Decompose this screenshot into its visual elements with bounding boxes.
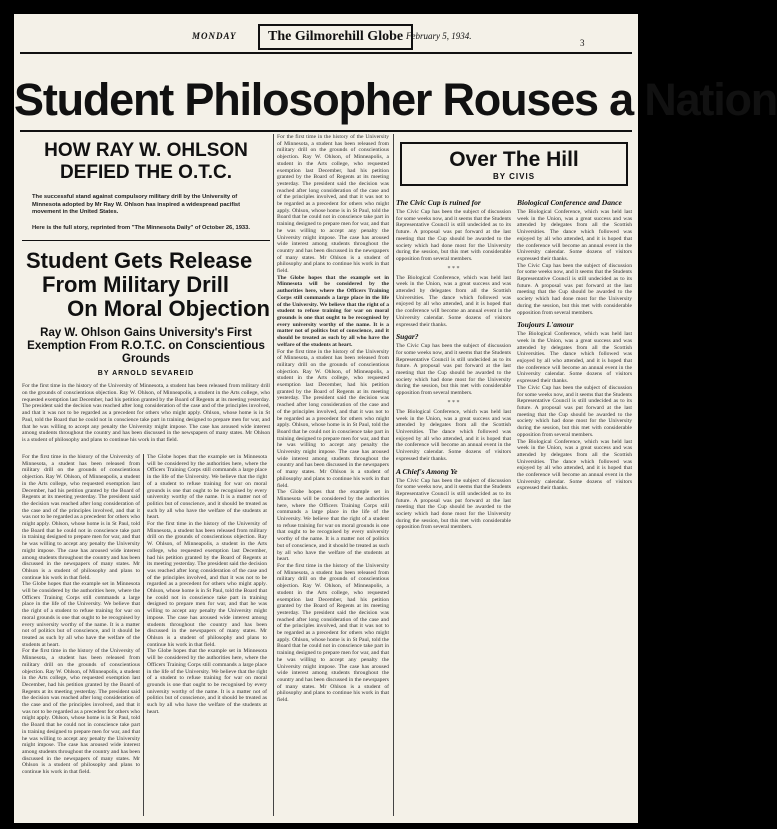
- story2-headline: [22, 249, 270, 321]
- middle-col-text-bold: The Globe hopes that the example set in Minnesota will be considered by the authorities here, where the Officers Training Corps still commands a large place in the life of the University. We believe that the right of a student to refuse training for war on moral grounds is one that ought to be recognised by every university worthy of the name. It is a matter not of politics but of conscience, and it should be treated as such by all who have the welfare of the students at heart.: [277, 274, 389, 348]
- subhead-biological-conference: Biological Conference and Dance: [517, 198, 622, 207]
- story2-body-col2-text: The Globe hopes that the example set in Minnesota will be considered by the authorities here, where the Officers Training Corps still commands a large place in the life of the University. We believe that the right of a student to refuse training for war on moral grounds is one that ought to be recognised by every university worthy of the name. It is a matter not of politics but of conscience, and it should be treated as such by all who have the welfare of the students at heart.: [147, 454, 267, 521]
- newspaper-page: [14, 14, 777, 823]
- middle-col-text4: For the first time in the history of the University of Minnesota, a student has been released from military drill on the grounds of conscientious objection. Ray W. Ohlson, of Minneapolis, a student in the Arts college, who requested exemption last December, had his petition granted by the Board of Regents at its meeting yesterday. The president said the decision was reached after long consideration of the case and of the principles involved, and that it was not to be regarded as a precedent for others who might apply. Ohlson, whose home is in St Paul, told the Board that he could not in conscience take part in training designed to prepare men for war, and that he was willing to accept any penalty the University might impose. The case has aroused wide interest among students throughout the country and has been discussed in the newspapers of many states. Mr Ohlson is a student of philosophy and plans to continue his work in that field.: [277, 563, 389, 704]
- story2-headline-line3: On Moral Objection: [67, 296, 270, 322]
- civic-cup-text: The Civic Cup has been the subject of discussion for some weeks now, and it seems that the Students Representative Council is still undecided as to its future. A proposal was put forward at the last meeting that the Cup should be awarded to the society which had done most for the University during the session, but this met with considerable opposition from several members.: [396, 209, 511, 262]
- story2-body-col1-text3: For the first time in the history of the University of Minnesota, a student has been released from military drill on the grounds of conscientious objection. Ray W. Ohlson, of Minneapolis, a student in the Arts college, who requested exemption last December, had his petition granted by the Board of Regents at its meeting yesterday. The president said the decision was reached after long consideration of the case and of the principles involved, and that it was not to be regarded as a precedent for others who might apply. Ohlson, whose home is in St Paul, told the Board that he could not in conscience take part in training designed to prepare men for war, and that he was willing to accept any penalty the University might impose. The case has aroused wide interest among students throughout the country and has been discussed in the newspapers of many states. Mr Ohlson is a student of philosophy and plans to continue his work in that field.: [22, 648, 140, 776]
- story2-body-col2-text3: The Globe hopes that the example set in Minnesota will be considered by the authorities here, where the Officers Training Corps still commands a large place in the life of the University. We believe that the right of a student to refuse training for war on moral grounds is one that ought to be recognised by every university worthy of the name. It is a matter not of politics but of conscience, and it should be treated as such by all who have the welfare of the students at heart.: [147, 648, 267, 715]
- column-rule: [393, 134, 394, 816]
- page-number: 3: [580, 38, 585, 48]
- chiefs-text: The Civic Cup has been the subject of discussion for some weeks now, and it seems that the Students Representative Council is still undecided as to its future. A proposal was put forward at the last meeting that the Cup should be awarded to the society which had done most for the University during the session, but this met with considerable opposition from several members.: [396, 477, 511, 531]
- column-right-text2: The Civic Cup has been the subject of discussion for some weeks now, and it seems that the Students Representative Council is still undecided as to its future. A proposal was put forward at the last meeting that the Cup should be awarded to the society which had done most for the University during the session, but this met with considerable opposition from several members.: [517, 262, 632, 316]
- column-body-right: [517, 194, 632, 531]
- story2-headline-line2: From Military Drill: [42, 272, 230, 298]
- column-title: Over The Hill: [449, 148, 579, 171]
- subhead-sugar: Sugar?: [396, 332, 419, 342]
- column-body: [396, 194, 632, 531]
- subhead-toujours-lamour: Toujours L'amour: [517, 320, 574, 330]
- story2-body-col2: [147, 454, 267, 816]
- column-rule: [273, 134, 274, 816]
- middle-col-text3: The Globe hopes that the example set in Minnesota will be considered by the authorities here, where the Officers Training Corps still commands a large place in the life of the University. We believe that the right of a student to refuse training for war on moral grounds is one that ought to be recognised by every university worthy of the name. It is a matter not of politics but of conscience, and it should be treated as such by all who have the welfare of the students at heart.: [277, 489, 389, 563]
- story2-body-col1: [22, 454, 140, 816]
- column-left-text2: The Biological Conference, which was held last week in the Union, was a great success and was attended by delegates from all the Scottish Universities. The dance which followed was enjoyed by all who attended, and it is hoped that the conference will become an annual event in the University calendar. Some dozens of visitors expressed their thanks.: [396, 274, 511, 328]
- middle-col-text1: For the first time in the history of the University of Minnesota, a student has been released from military drill on the grounds of conscientious objection. Ray W. Ohlson, of Minneapolis, a student in the Arts college, who requested exemption last December, had his petition granted by the Board of Regents at its meeting yesterday. The president said the decision was reached after long consideration of the case and of the principles involved, and that it was not to be regarded as a precedent for others who might apply. Ohlson, whose home is in St Paul, told the Board that he could not in conscience take part in training designed to prepare men for war, and that he was willing to accept any penalty the University might impose. The case has aroused wide interest among students throughout the country and has been discussed in the newspapers of many states. Mr Ohlson is a student of philosophy and plans to continue his work in that field.: [277, 134, 389, 275]
- story2-continued-column: [277, 134, 389, 816]
- column-right-text4: The Biological Conference, which was held last week in the Union, was a great success and was attended by delegates from all the Scottish Universities. The dance which followed was enjoyed by all who attended, and it is hoped that the conference will become an annual event in the University calendar. Some dozens of visitors expressed their thanks.: [517, 438, 632, 492]
- subhead-chiefs: A Chief's Among Ye: [396, 466, 458, 476]
- masthead: [14, 14, 638, 52]
- toujours-text: The Biological Conference, which was held last week in the Union, was a great success and was attended by delegates from all the Scottish Universities. The dance which followed was enjoyed by all who attended, and it is hoped that the conference will become an annual event in the University calendar. Some dozens of visitors expressed their thanks.: [517, 331, 632, 385]
- section-separator: * * *: [447, 399, 460, 406]
- story1-reprint-note: Here is the full story, reprinted from "The Minnesota Daily" of October 26, 1933.: [32, 224, 250, 231]
- column-over-the-hill: [396, 134, 632, 816]
- biological-conference-text: The Biological Conference, which was held last week in the Union, was a great success and was attended by delegates from all the Scottish Universities. The dance which followed was enjoyed by all who attended, and it is hoped that the conference will become an annual event in the University calendar. Some dozens of visitors expressed their thanks.: [517, 209, 632, 262]
- middle-col-text2: For the first time in the history of the University of Minnesota, a student has been released from military drill on the grounds of conscientious objection. Ray W. Ohlson, of Minneapolis, a student in the Arts college, who requested exemption last December, had his petition granted by the Board of Regents at its meeting yesterday. The president said the decision was reached after long consideration of the case and of the principles involved, and that it was not to be regarded as a precedent for others who might apply. Ohlson, whose home is in St Paul, told the Board that he could not in conscience take part in training designed to prepare men for war, and that he was willing to accept any penalty the University might impose. The case has aroused wide interest among students throughout the country and has been discussed in the newspapers of many states. Mr Ohlson is a student of philosophy and plans to continue his work in that field.: [277, 348, 389, 489]
- column-body-left: [396, 194, 511, 531]
- story2-headline-line1: Student Gets Release: [26, 248, 253, 274]
- column-title-box: [400, 142, 628, 186]
- story-divider: [22, 240, 270, 241]
- story2-deck: Ray W. Ohlson Gains University's First Exemption From R.O.T.C. on Conscientious Grounds: [27, 327, 265, 366]
- story2-body: For the first time in the history of the University of Minnesota, a student has been released from military drill on the grounds of conscientious objection. Ray W. Ohlson, of Minneapolis, a student in the Arts college, who requested exemption last December, had his petition granted by the Board of Regents at its meeting yesterday. The president said the decision was reached after long consideration of the case and of the principles involved, and that it was not to be regarded as a precedent for others who might apply. Ohlson, whose home is in St Paul, told the Board that he could not in conscience take part in training designed to prepare men for war, and that he was willing to accept any penalty the University might impose. The case has aroused wide interest among students throughout the country and has been discussed in the newspapers of many states. Mr Ohlson is a student of philosophy and plans to continue his work in that field.: [22, 383, 270, 443]
- story2-body-col1-text: For the first time in the history of the University of Minnesota, a student has been released from military drill on the grounds of conscientious objection. Ray W. Ohlson, of Minneapolis, a student in the Arts college, who requested exemption last December, had his petition granted by the Board of Regents at its meeting yesterday. The president said the decision was reached after long consideration of the case and of the principles involved, and that it was not to be regarded as a precedent for others who might apply. Ohlson, whose home is in St Paul, told the Board that he could not in conscience take part in training designed to prepare men for war, and that he was willing to accept any penalty the University might impose. The case has aroused wide interest among students throughout the country and has been discussed in the newspapers of many states. Mr Ohlson is a student of philosophy and plans to continue his work in that field.: [22, 454, 140, 581]
- headline-rule: [20, 130, 632, 132]
- story2-body-col1-text2: The Globe hopes that the example set in Minnesota will be considered by the authorities here, where the Officers Training Corps still commands a large place in the life of the University. We believe that the right of a student to refuse training for war on moral grounds is one that ought to be recognised by every university worthy of the name. It is a matter not of politics but of conscience, and it should be treated as such by all who have the welfare of the students at heart.: [22, 581, 140, 648]
- story2-body-col2-text2: For the first time in the history of the University of Minnesota, a student has been released from military drill on the grounds of conscientious objection. Ray W. Ohlson, of Minneapolis, a student in the Arts college, who requested exemption last December, had his petition granted by the Board of Regents at its meeting yesterday. The president said the decision was reached after long consideration of the case and of the principles involved, and that it was not to be regarded as a precedent for others who might apply. Ohlson, whose home is in St Paul, told the Board that he could not in conscience take part in training designed to prepare men for war, and that he was willing to accept any penalty the University might impose. The case has aroused wide interest among students throughout the country and has been discussed in the newspapers of many states. Mr Ohlson is a student of philosophy and plans to continue his work in that field.: [147, 521, 267, 648]
- story1-kicker: HOW RAY W. OHLSON DEFIED THE O.T.C.: [44, 140, 248, 183]
- column-right-text3: The Civic Cup has been the subject of discussion for some weeks now, and it seems that the Students Representative Council is still undecided as to its future. A proposal was put forward at the last meeting that the Cup should be awarded to the society which had done most for the University during the session, but this met with considerable opposition from several members.: [517, 384, 632, 438]
- section-separator: * * *: [447, 265, 460, 272]
- story2-byline: BY ARNOLD SEVAREID: [97, 370, 195, 378]
- masthead-date: February 5, 1934.: [406, 31, 472, 41]
- column-rule: [143, 454, 144, 816]
- column-byline: BY CIVIS: [492, 172, 536, 181]
- main-headline: Student Philosopher Rouses a Nation: [14, 74, 777, 125]
- masthead-paper-name: The Gilmorehill Globe: [258, 24, 413, 50]
- story-block-upper: [22, 134, 270, 452]
- masthead-day: MONDAY: [192, 31, 237, 41]
- column-left-text3: The Biological Conference, which was held last week in the Union, was a great success and was attended by delegates from all the Scottish Universities. The dance which followed was enjoyed by all who attended, and it is hoped that the conference will become an annual event in the University calendar. Some dozens of visitors expressed their thanks.: [396, 408, 511, 462]
- masthead-rule: [20, 52, 632, 54]
- story1-intro: The successful stand against compulsory military drill by the University of Minnesota adopted by Mr Ray W. Ohlson has inspired a widespread pacifist movement in the United States.: [32, 194, 241, 216]
- subhead-civic-cup: The Civic Cup is ruined for: [396, 198, 481, 207]
- sugar-text: The Civic Cup has been the subject of discussion for some weeks now, and it seems that the Students Representative Council is still undecided as to its future. A proposal was put forward at the last meeting that the Cup should be awarded to the society which had done most for the University during the session, but this met with considerable opposition from several members.: [396, 343, 511, 397]
